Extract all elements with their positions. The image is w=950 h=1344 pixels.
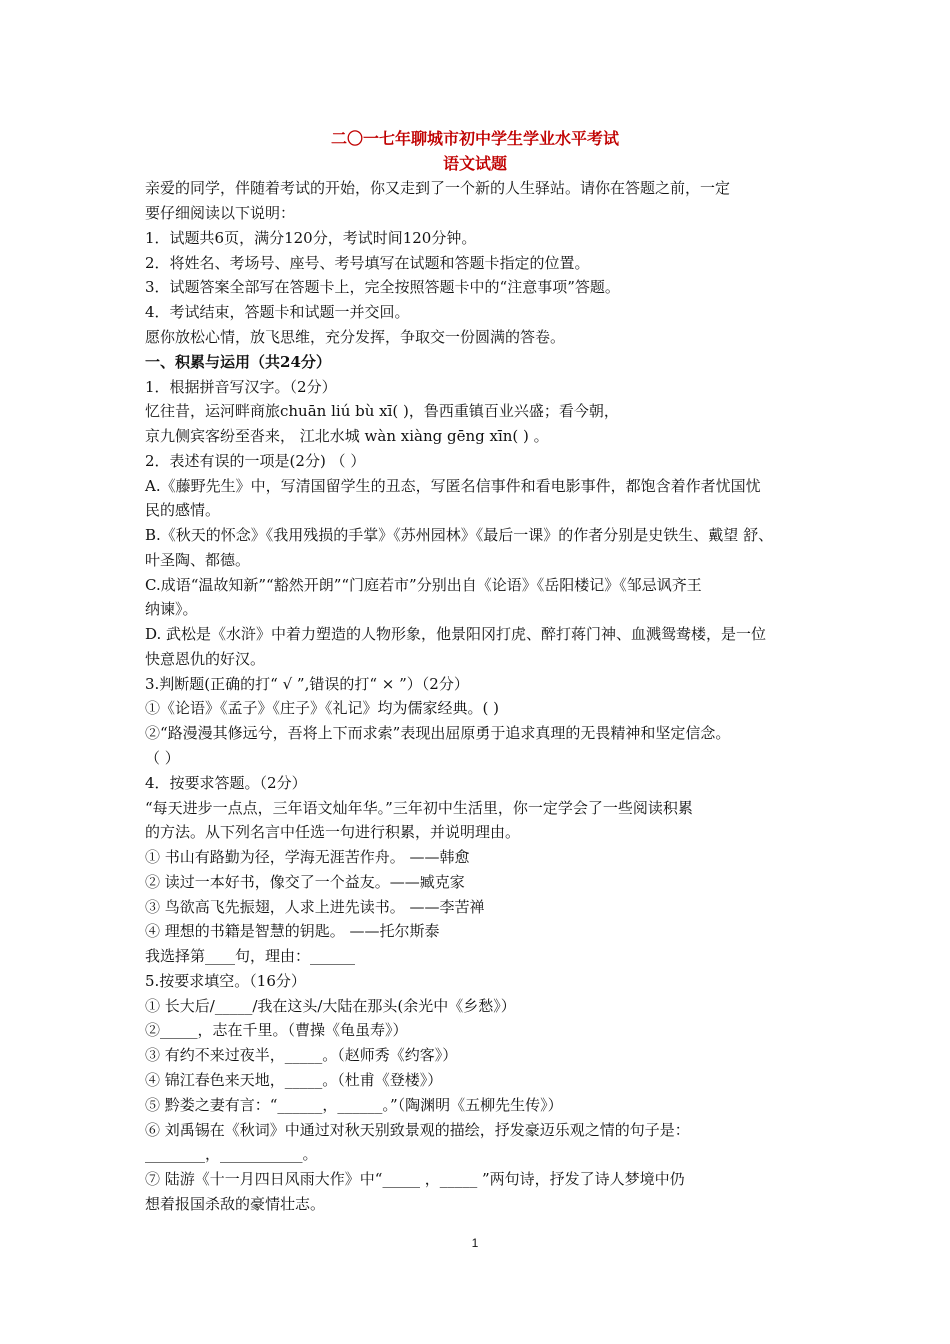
text-line: 1．根据拼音写汉字。（2分）	[145, 378, 337, 396]
quote-item: ② 读过一本好书，像交了一个益友。——臧克家	[145, 873, 465, 891]
quote-item: ① 书山有路勤为径，学海无涯苦作舟。 ——韩愈	[145, 848, 470, 866]
text-line: 5.按要求填空。（16分）	[145, 972, 306, 990]
text-line: （ ）	[145, 749, 180, 767]
text-line: 想着报国杀敌的豪情壮志。	[145, 1195, 326, 1213]
text-line: ④ 锦江春色来天地，_____。（杜甫《登楼》）	[145, 1071, 443, 1089]
exam-subtitle: 语文试题	[442, 154, 507, 173]
text-line: 京九侧宾客纷至沓来， 江北水城 wàn xiàng gēng xīn( ) 。	[145, 427, 549, 445]
text-line: ⑥ 刘禹锡在《秋词》中通过对秋天别致景观的描绘，抒发豪迈乐观之情的句子是：	[145, 1121, 690, 1139]
text-line: ________，___________。	[145, 1145, 318, 1163]
text-line: ③ 有约不来过夜半，_____。（赵师秀《约客》）	[145, 1046, 458, 1064]
text-line: 纳谏》。	[145, 600, 198, 618]
text-line: 忆往昔，运河畔商旅chuān liú bù xī( )，鲁西重镇百业兴盛；看今朝，	[145, 402, 619, 420]
text-line: D. 武松是《水浒》中着力塑造的人物形象，他景阳冈打虎、醉打蒋门神、血溅鸳鸯楼，是一位	[145, 625, 767, 643]
text-line: 4．按要求答题。（2分）	[145, 774, 307, 792]
text-line: 2．将姓名、考场号、座号、考号填写在试题和答题卡指定的位置。	[145, 254, 590, 272]
exam-title: 二〇一七年聊城市初中学生学业水平考试	[330, 129, 619, 148]
text-line: ②“路漫漫其修远兮，吾将上下而求索”表现出屈原勇于追求真理的无畏精神和坚定信念。	[145, 724, 731, 742]
text-line: 叶圣陶、都德。	[145, 551, 251, 569]
text-line: A.《藤野先生》中，写清国留学生的丑态，写匿名信事件和看电影事件，都饱含着作者忧国忧	[145, 477, 761, 495]
text-line: “每天进步一点点，三年语文灿年华。”三年初中生活里，你一定学会了一些阅读积累	[145, 799, 693, 817]
page-number: 1	[471, 1236, 479, 1250]
text-line: ①《论语》《孟子》《庄子》《礼记》均为儒家经典。( )	[145, 699, 499, 717]
text-line: 民的感情。	[145, 501, 221, 519]
text-line: 4．考试结束，答题卡和试题一并交回。	[145, 303, 410, 321]
text-line: ⑦ 陆游《十一月四日风雨大作》中“_____ ，_____ ”两句诗，抒发了诗人梦境中仍	[145, 1170, 685, 1188]
text-line: 的方法。从下列名言中任选一句进行积累，并说明理由。	[145, 823, 521, 841]
text-line: C.成语“温故知新”“豁然开朗”“门庭若市”分别出自《论语》《岳阳楼记》《邹忌讽齐王	[145, 576, 702, 594]
text-line: 我选择第____句，理由：______	[145, 947, 356, 965]
text-line: ②_____，志在千里。（曹操《龟虽寿》）	[145, 1021, 408, 1039]
quote-item: ③ 鸟欲高飞先振翅，人求上进先读书。 ——李苦禅	[145, 898, 485, 916]
quote-item: ④ 理想的书籍是智慧的钥匙。 ——托尔斯泰	[145, 922, 440, 940]
text-line: 2．表述有误的一项是(2分) （ ）	[145, 452, 366, 470]
text-line: B.《秋天的怀念》《我用残损的手掌》《苏州园林》《最后一课》的作者分别是史铁生、戴望 舒、	[145, 526, 774, 544]
text-line: 3．试题答案全部写在答题卡上，完全按照答题卡中的“注意事项”答题。	[145, 278, 620, 296]
text-line: 快意恩仇的好汉。	[145, 650, 266, 668]
text-line: 3.判断题(正确的打“ √ ”,错误的打“ × ”）（2分）	[145, 675, 469, 693]
section-heading: 一、积累与运用（共24分）	[145, 353, 331, 371]
text-line: 亲爱的同学，伴随着考试的开始，你又走到了一个新的人生驿站。请你在答题之前，一定	[145, 179, 731, 197]
text-line: ① 长大后/_____/我在这头/大陆在那头(余光中《乡愁》）	[145, 997, 516, 1015]
text-line: ⑤ 黔娄之妻有言：“______，______。”（陶渊明《五柳先生传》）	[145, 1096, 563, 1114]
text-line: 1．试题共6页，满分120分，考试时间120分钟。	[145, 229, 477, 247]
text-line: 要仔细阅读以下说明：	[145, 204, 296, 222]
text-line: 愿你放松心情，放飞思维，充分发挥，争取交一份圆满的答卷。	[145, 328, 566, 346]
